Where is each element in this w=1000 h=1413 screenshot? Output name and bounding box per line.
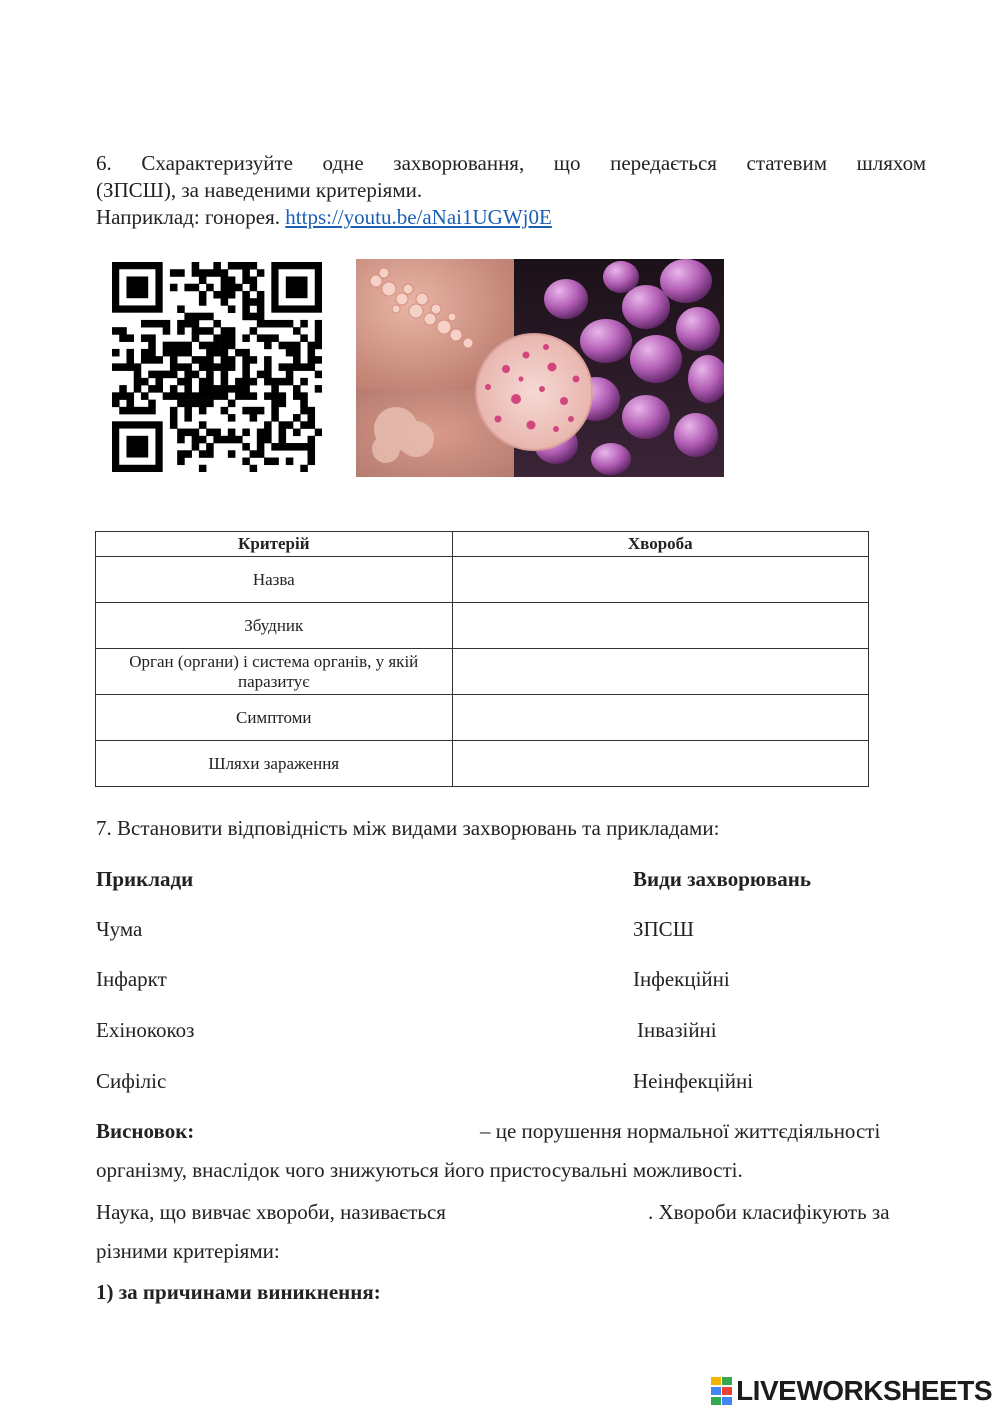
conclusion-text2: організму, внаслідок чого знижуються його пристосувальні можливості. <box>96 1158 743 1182</box>
qr-code-icon[interactable] <box>112 262 322 472</box>
header-disease: Хвороба <box>452 532 868 557</box>
types-header: Види захворювань <box>633 867 811 891</box>
task6-example <box>96 204 926 231</box>
row-label: Орган (органи) і система органів, у якій паразитує <box>96 649 453 695</box>
row-label: Назва <box>96 557 453 603</box>
criteria-table <box>95 531 869 787</box>
header-criterion: Критерій <box>96 532 453 557</box>
task6-line2: (ЗПСШ), за наведеними критеріями. <box>96 178 423 202</box>
conclusion-text1: – це порушення нормальної життєдіяльності <box>480 1119 881 1143</box>
table-header-row <box>96 532 869 557</box>
table-row <box>96 649 869 695</box>
answer-cell[interactable] <box>452 557 868 603</box>
conclusion-label: Висновок: <box>96 1119 195 1143</box>
examples-header: Приклади <box>96 867 194 891</box>
answer-cell[interactable] <box>452 649 868 695</box>
answer-cell[interactable] <box>452 741 868 787</box>
classification-item1: 1) за причинами виникнення: <box>96 1280 381 1304</box>
type-item[interactable]: ЗПСШ <box>633 917 694 941</box>
row-label: Симптоми <box>96 695 453 741</box>
conclusion-text4: різними критеріями: <box>96 1239 280 1263</box>
type-item[interactable]: Інвазійні <box>637 1018 717 1042</box>
example-prefix: Наприклад: гонорея. <box>96 205 286 229</box>
example-item[interactable]: Чума <box>96 917 143 941</box>
example-item[interactable]: Інфаркт <box>96 967 167 991</box>
gonorrhea-bacteria-photo <box>356 259 724 477</box>
table-row <box>96 741 869 787</box>
liveworksheets-logo-text: LIVEWORKSHEETS <box>736 1375 992 1406</box>
table-row <box>96 603 869 649</box>
liveworksheets-logo[interactable] <box>711 1373 992 1409</box>
table-row <box>96 557 869 603</box>
answer-cell[interactable] <box>452 695 868 741</box>
type-item[interactable]: Неінфекційні <box>633 1069 754 1093</box>
conclusion-text3a: Наука, що вивчає хвороби, називається <box>96 1200 446 1224</box>
example-item[interactable]: Ехінококоз <box>96 1018 195 1042</box>
task6-line1: 6. Схарактеризуйте одне захворювання, що передається статевим шляхом <box>96 151 926 175</box>
table-row <box>96 695 869 741</box>
type-item[interactable]: Інфекційні <box>633 967 730 991</box>
task7-title: 7. Встановити відповідність між видами захворювань та прикладами: <box>96 816 720 840</box>
answer-cell[interactable] <box>452 603 868 649</box>
row-label: Збудник <box>96 603 453 649</box>
youtube-link[interactable]: https://youtu.be/aNai1UGWj0E <box>285 205 552 229</box>
liveworksheets-logo-icon <box>711 1377 733 1405</box>
example-item[interactable]: Сифіліс <box>96 1069 167 1093</box>
row-label: Шляхи зараження <box>96 741 453 787</box>
conclusion-text3b: . Хвороби класифікують за <box>648 1200 890 1224</box>
